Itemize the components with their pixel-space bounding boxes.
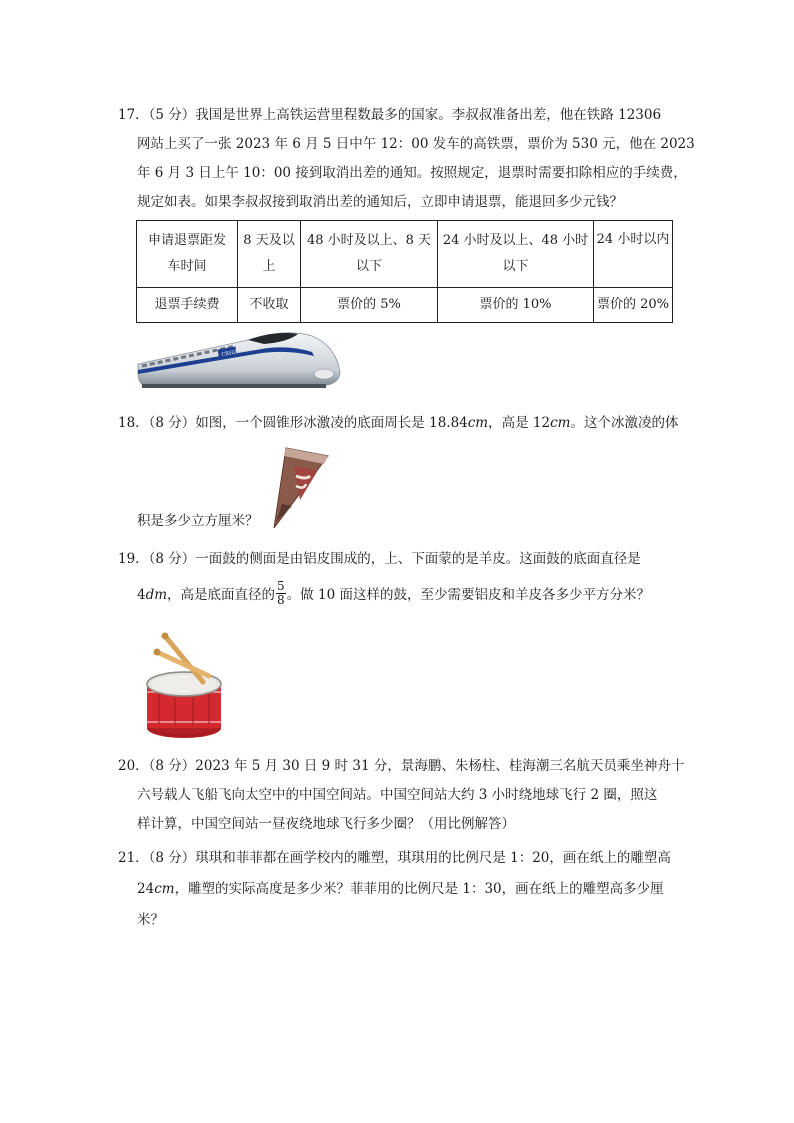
table-header-cell: 48 小时及以上、8 天 以下 xyxy=(301,221,438,288)
ice-cream-cone-icon xyxy=(266,446,332,530)
q17-line-3: 年 6 月 3 日上午 10：00 接到取消出差的通知。按照规定，退票时需要扣除相应的手续费， xyxy=(137,165,687,181)
table-header-cell: 24 小时以内 xyxy=(594,221,673,288)
table-cell: 不收取 xyxy=(238,288,301,323)
table-cell: 票价的 10% xyxy=(438,288,594,323)
drum-icon xyxy=(143,632,225,744)
refund-fee-table xyxy=(136,220,673,323)
q17-line-2: 网站上买了一张 2023 年 6 月 5 日中午 12：00 发车的高铁票，票价为 530 元，他在 2023 xyxy=(137,136,695,152)
q20-line-1: 20．（8 分）2023 年 5 月 30 日 9 时 31 分，景海鹏、朱杨柱、桂海潮三名航天员乘坐神舟十 xyxy=(118,758,685,774)
fraction-five-eighths: $\frac{5}{8}$ xyxy=(277,579,285,607)
high-speed-train-icon xyxy=(136,322,342,394)
q20-line-3: 样计算，中国空间站一昼夜绕地球飞行多少圈？（用比例解答） xyxy=(137,816,515,832)
table-cell: 退票手续费 xyxy=(137,288,238,323)
q21-line-1: 21．（8 分）琪琪和菲菲都在画学校内的雕塑，琪琪用的比例尺是 1：20，画在纸上的雕塑高 xyxy=(118,850,671,866)
q20-line-2: 六号载人飞船飞向太空中的中国空间站。中国空间站大约 3 小时绕地球飞行 2 圈，照这 xyxy=(137,787,658,803)
table-cell: 票价的 5% xyxy=(301,288,438,323)
table-cell: 票价的 20% xyxy=(594,288,673,323)
q21-line-2: 24cm，雕塑的实际高度是多少米？菲菲用的比例尺是 1：30，画在纸上的雕塑高多少厘 xyxy=(137,881,664,897)
q17-line-4: 规定如表。如果李叔叔接到取消出差的通知后，立即申请退票，能退回多少元钱？ xyxy=(137,194,623,210)
table-header-cell: 申请退票距发 车时间 xyxy=(137,221,238,288)
q19-line-1: 19．（8 分）一面鼓的侧面是由铝皮围成的，上、下面蒙的是羊皮。这面鼓的底面直径是 xyxy=(118,551,641,567)
table-row xyxy=(137,221,673,288)
table-row xyxy=(137,288,673,323)
table-header-cell: 24 小时及以上、48 小时 以下 xyxy=(438,221,594,288)
q17-line-1: 17．（5 分）我国是世界上高铁运营里程数最多的国家。李叔叔准备出差，他在铁路 12306 xyxy=(118,107,662,123)
train-badge: CRH2 xyxy=(221,349,238,358)
q21-line-3: 米？ xyxy=(137,912,164,928)
q18-line-1: 18．（8 分）如图，一个圆锥形冰激凌的底面周长是 18.84cm，高是 12cm。这个冰激凌的体 xyxy=(118,415,679,431)
q18-line-2: 积是多少立方厘米？ xyxy=(137,513,259,529)
table-header-cell: 8 天及以 上 xyxy=(238,221,301,288)
q19-line-2: 4dm，高是底面直径的 $\frac{5}{8}$ 。做 10 面这样的鼓，至少需要铝皮和羊皮各多少平方分米？ xyxy=(137,579,650,607)
